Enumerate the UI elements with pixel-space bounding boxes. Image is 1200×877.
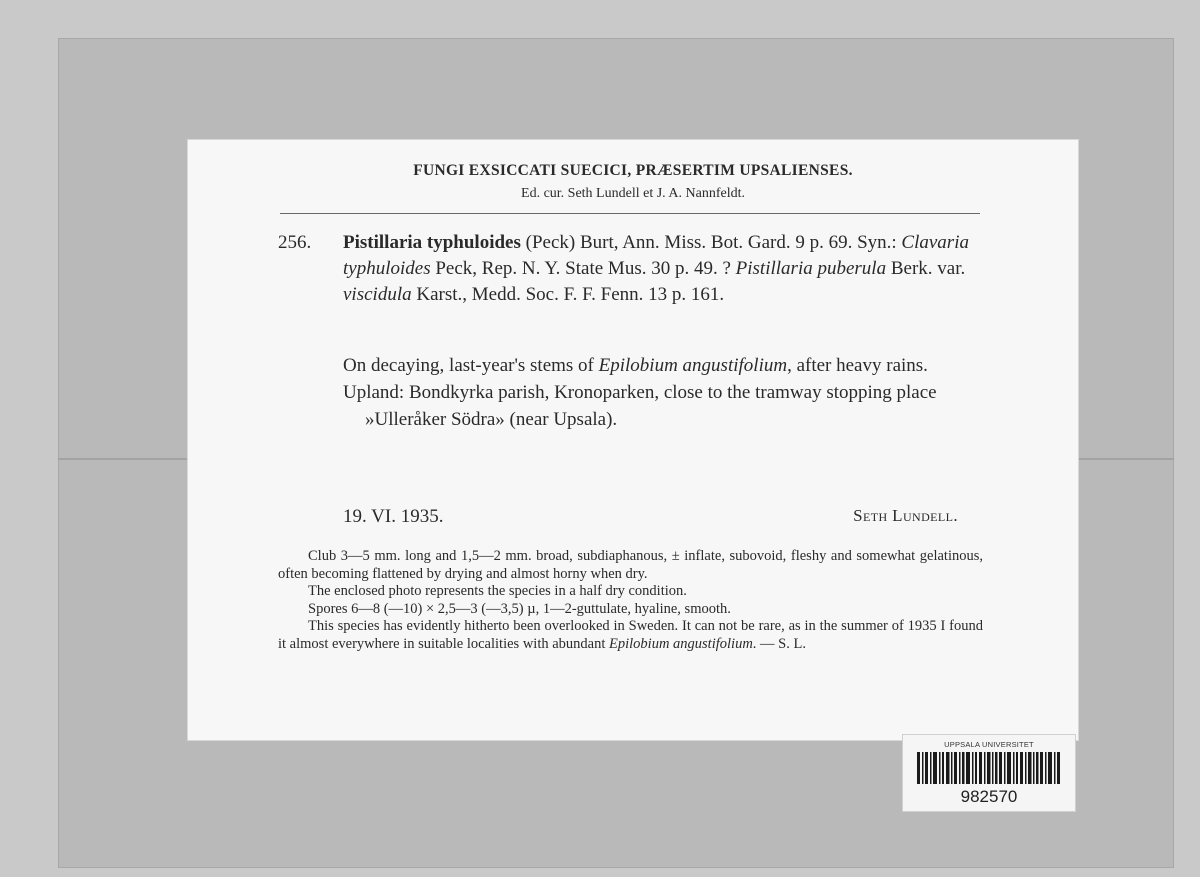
synonym-2: Pistillaria puberula [735, 258, 887, 279]
header-divider [280, 213, 980, 214]
notes-remark: This species has evidently hitherto been overlooked in Sweden. It can not be rare, as in the summer of 1935 I found it almost everywhere in suitable localities with abundant Epilobium angustifolium. — S. L. [278, 618, 983, 652]
series-editors: Ed. cur. Seth Lundell et J. A. Nannfeldt. [521, 186, 745, 201]
entry-number: 256. [278, 232, 312, 253]
notes-host-name: Epilobium angustifolium [609, 635, 753, 652]
barcode-institution: UPPSALA UNIVERSITET [944, 740, 1034, 749]
synonym-1: Clavaria typhuloides [343, 232, 969, 279]
habitat-text: On decaying, last-year's stems of Epilobium angustifolium, after heavy rains. [343, 355, 928, 376]
series-title: FUNGI EXSICCATI SUECICI, PRÆSERTIM UPSALIENSES. [413, 162, 853, 179]
host-name: Epilobium angustifolium [598, 355, 788, 376]
notes-description: Club 3—5 mm. long and 1,5—2 mm. broad, subdiaphanous, ± inflate, subovoid, fleshy and somewhat gelatinous, often becoming flattened by drying and almost horny when dry. [278, 548, 983, 582]
notes-block [278, 548, 983, 653]
habitat-locality-block [343, 352, 983, 433]
specimen-label [188, 140, 1078, 740]
collection-date: 19. VI. 1935. [343, 506, 444, 527]
barcode-number: 982570 [960, 787, 1018, 806]
locality-text: Upland: Bondkyrka parish, Kronoparken, close to the tramway stopping place »Ulleråker Södra» (near Upsala). [343, 382, 937, 430]
entry-citation: Pistillaria typhuloides (Peck) Burt, Ann. Miss. Bot. Gard. 9 p. 69. Syn.: Clavaria typhuloides Peck, Rep. N. Y. State Mus. 30 p. 49. ? Pistillaria puberula Berk. var. viscidula Karst., Medd. Soc. F. F. Fenn. 13 p. 161. [343, 232, 969, 305]
species-name: Pistillaria typhuloides [343, 232, 521, 253]
notes-photo: The enclosed photo represents the species in a half dry condition. [308, 583, 687, 599]
notes-spores: Spores 6—8 (—10) × 2,5—3 (—3,5) µ, 1—2-guttulate, hyaline, smooth. [308, 600, 731, 617]
entry-block [278, 230, 983, 308]
synonym-3: viscidula [343, 284, 412, 305]
barcode-label [903, 735, 1075, 811]
barcode-bars [917, 752, 1061, 784]
collector-name: Seth Lundell. [853, 506, 958, 525]
